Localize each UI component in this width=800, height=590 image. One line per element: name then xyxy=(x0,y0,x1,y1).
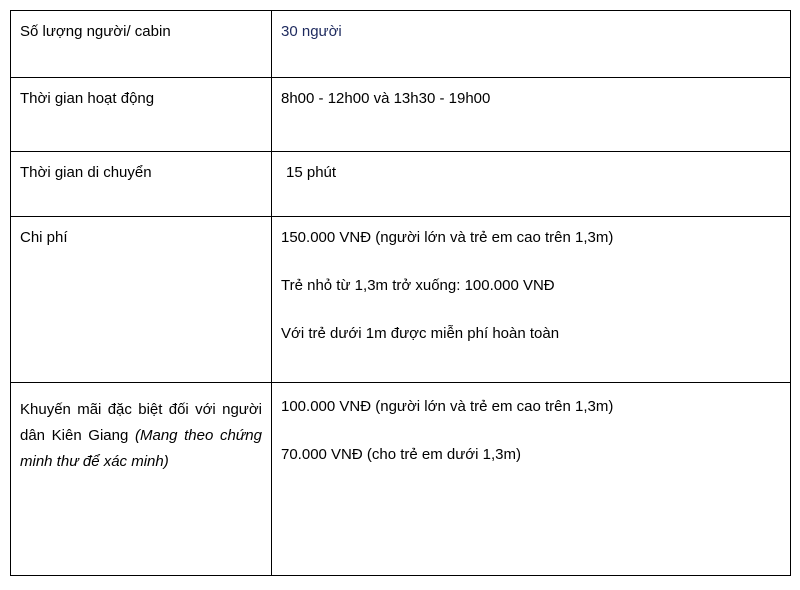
table-row xyxy=(11,217,791,383)
table-row xyxy=(11,78,791,152)
row-value: 30 người xyxy=(281,23,342,40)
table-row xyxy=(11,383,791,576)
row-value: Trẻ nhỏ từ 1,3m trở xuống: 100.000 VNĐ xyxy=(281,277,555,294)
row-label-cell xyxy=(11,152,272,217)
row-value-cell xyxy=(272,11,791,78)
row-label-cell xyxy=(11,11,272,78)
table-row xyxy=(11,152,791,217)
row-value: Với trẻ dưới 1m được miễn phí hoàn toàn xyxy=(281,325,560,342)
row-value-cell xyxy=(272,217,791,383)
row-value: 8h00 - 12h00 và 13h30 - 19h00 xyxy=(281,90,491,107)
table-row xyxy=(11,11,791,78)
row-label-cell xyxy=(11,78,272,152)
row-value: 150.000 VNĐ (người lớn và trẻ em cao trên 1,3m) xyxy=(281,229,614,246)
row-label-cell xyxy=(11,383,272,576)
row-value-cell xyxy=(272,78,791,152)
cable-car-info-table xyxy=(10,10,791,576)
row-value: 70.000 VNĐ (cho trẻ em dưới 1,3m) xyxy=(281,446,521,463)
row-value: 100.000 VNĐ (người lớn và trẻ em cao trên 1,3m) xyxy=(281,398,614,415)
promo-label-note: (Mang theo chứng minh thư để xác minh) xyxy=(20,427,262,470)
row-label: Thời gian di chuyển xyxy=(20,164,152,181)
row-label-cell xyxy=(11,217,272,383)
row-label: Chi phí xyxy=(20,229,68,246)
promo-label xyxy=(20,397,262,475)
row-label: Khuyến mãi đặc biệt đối với người dân Kiên Giang xyxy=(20,401,262,444)
row-value-cell xyxy=(272,152,791,217)
row-value-cell xyxy=(272,383,791,576)
row-value: 15 phút xyxy=(286,164,337,181)
row-label: Số lượng người/ cabin xyxy=(20,23,171,40)
row-label: Thời gian hoạt động xyxy=(20,90,155,107)
